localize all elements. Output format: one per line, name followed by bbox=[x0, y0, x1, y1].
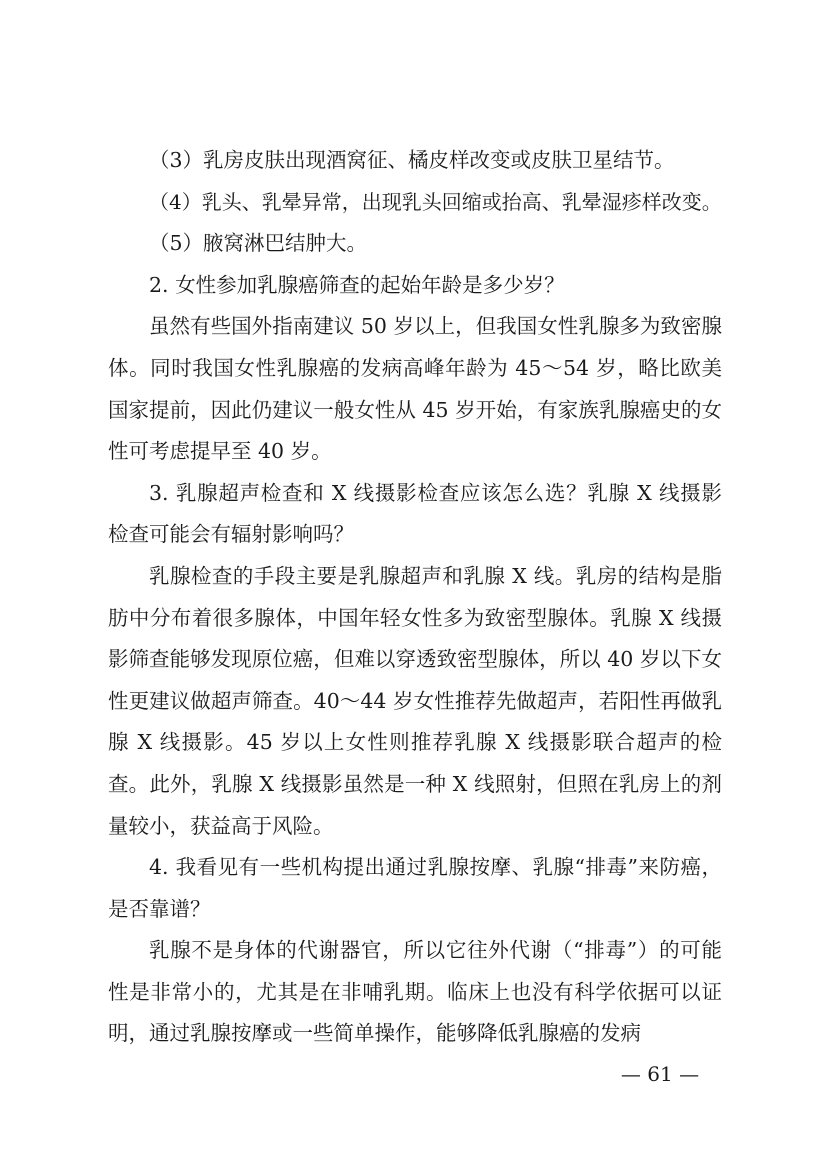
question-4: 4. 我看见有一些机构提出通过乳腺按摩、乳腺“排毒”来防癌，是否靠谱？ bbox=[108, 855, 722, 921]
question-3: 3. 乳腺超声检查和 X 线摄影检查应该怎么选？乳腺 X 线摄影检查可能会有辐射影响吗？ bbox=[108, 480, 722, 547]
answer-2: 虽然有些国外指南建议 50 岁以上，但我国女性乳腺多为致密腺体。同时我国女性乳腺癌的发病高峰年龄为 45～54 岁，略比欧美国家提前，因此仍建议一般女性从 45 岁开始，有家族乳腺癌史的女性可考虑提早至 40 岁。 bbox=[108, 314, 722, 464]
body-text bbox=[108, 140, 722, 1055]
answer-4: 乳腺不是身体的代谢器官，所以它往外代谢（“排毒”）的可能性是非常小的，尤其是在非哺乳期。临床上也没有科学依据可以证明，通过乳腺按摩或一些简单操作，能够降低乳腺癌的发病 bbox=[108, 938, 722, 1046]
question-2: 2. 女性参加乳腺癌筛查的起始年龄是多少岁？ bbox=[149, 272, 565, 297]
page-number: — 61 — bbox=[620, 1062, 700, 1086]
symptom-item-5: （5）腋窝淋巴结肿大。 bbox=[149, 231, 368, 256]
symptom-item-3: （3）乳房皮肤出现酒窝征、橘皮样改变或皮肤卫星结节。 bbox=[149, 148, 675, 172]
symptom-item-4: （4）乳头、乳晕异常，出现乳头回缩或抬高、乳晕湿疹样改变。 bbox=[149, 189, 722, 214]
answer-3: 乳腺检查的手段主要是乳腺超声和乳腺 X 线。乳房的结构是脂肪中分布着很多腺体，中国年轻女性多为致密型腺体。乳腺 X 线摄影筛查能够发现原位癌，但难以穿透致密型腺体，所以 40 岁以下女性更建议做超声筛查。40～44 岁女性推荐先做超声，若阳性再做乳腺 X 线摄影。45 岁以上女性则推荐乳腺 X 线摄影联合超声的检查。此外，乳腺 X 线摄影虽然是一种 X 线照射，但照在乳房上的剂量较小，获益高于风险。 bbox=[108, 563, 722, 838]
